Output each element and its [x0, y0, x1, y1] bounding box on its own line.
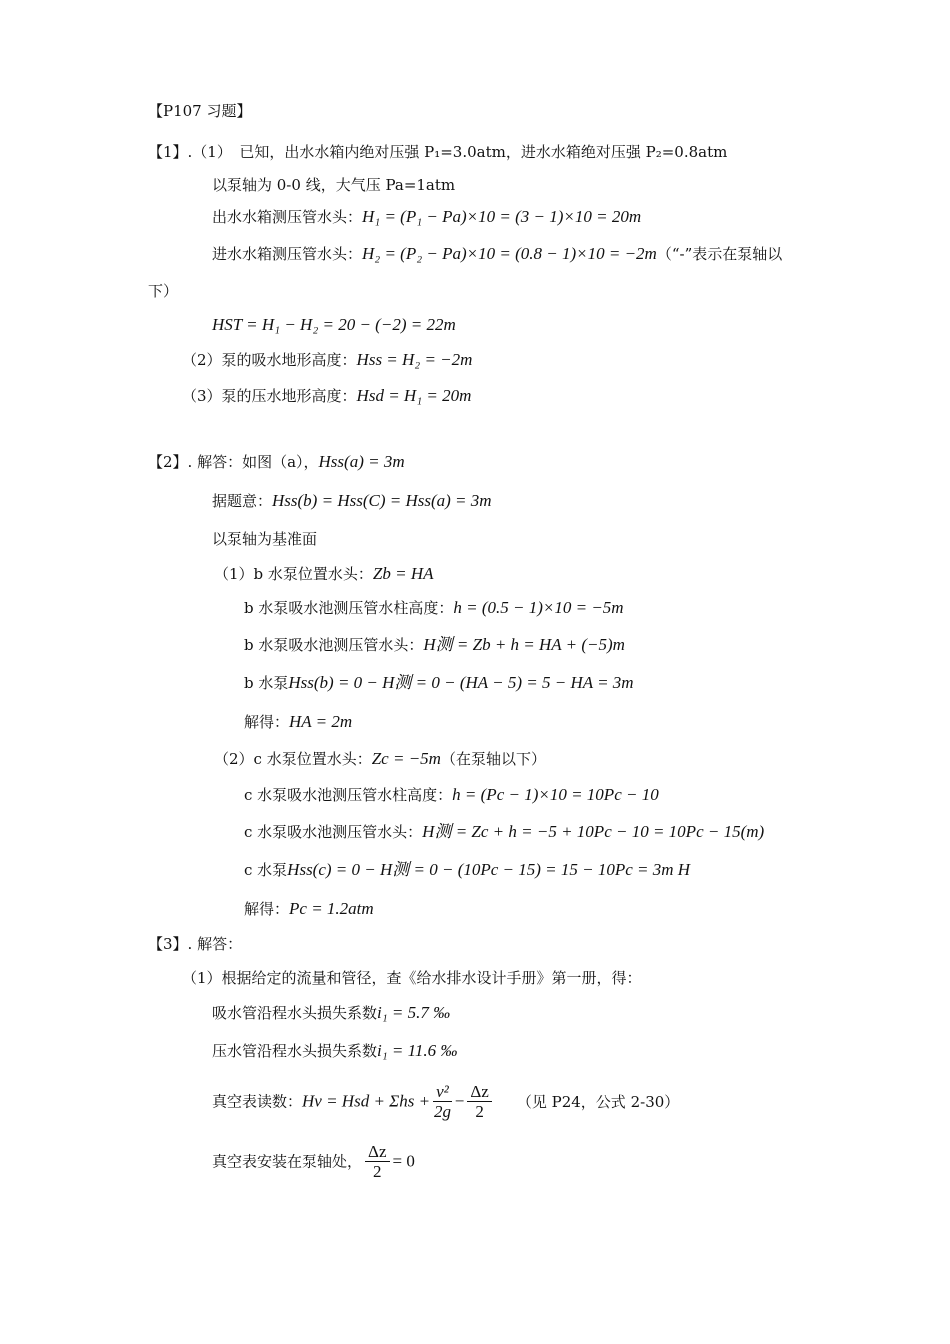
p2-c-position-note: （在泵轴以下）: [440, 750, 546, 768]
p2-line8: [244, 712, 352, 732]
p1-suction-label: （2）泵的吸水地形高度：: [182, 351, 357, 369]
p2-b-head-label: b 水泵吸水池测压管水头：: [244, 636, 424, 654]
p2-hss-a: Hss(a) = 3m: [318, 452, 405, 471]
p2-c-column-formula: h = (Pc − 1)×10 = 10Pc − 10: [452, 785, 659, 804]
p2-b-column-label: b 水泵吸水池测压管水柱高度：: [244, 599, 454, 617]
p2-b-column-formula: h = (0.5 − 1)×10 = −5m: [453, 598, 624, 617]
p3-gauge-den: 2: [373, 1162, 382, 1181]
p2-b-head-formula: H测 = Zb + h = HA + (−5)m: [423, 635, 625, 654]
p3-velocity-num: v²: [433, 1082, 452, 1102]
p3-dz-num: Δz: [467, 1082, 491, 1102]
p3-dz-fraction: [467, 1082, 491, 1121]
p3-line5: [212, 1082, 679, 1121]
p1-discharge-label: （3）泵的压水地形高度：: [182, 387, 357, 405]
p3-intro: 【3】. 解答：: [148, 935, 243, 953]
p2-line6: [244, 635, 625, 655]
p1-note-cont: 下）: [148, 282, 179, 300]
p2-b-pump-formula: Hss(b) = 0 − H测 = 0 − (HA − 5) = 5 − HA = 3m: [288, 673, 634, 692]
p3-vacuum-note: （见 P24，公式 2-30）: [516, 1092, 680, 1111]
p1-outlet-label: 出水水箱测压管水头：: [212, 208, 363, 226]
p3-dz-den: 2: [475, 1102, 484, 1121]
p3-gauge-num: Δz: [365, 1142, 389, 1162]
p2-line4: [214, 564, 434, 584]
p3-line4: [212, 1041, 457, 1061]
p1-line3: [212, 207, 641, 227]
p1-hst-formula: HST = H₁ − H₂ = 20 − (−2) = 22m: [212, 315, 456, 334]
p2-c-head-formula: H测 = Zc + h = −5 + 10Pc − 10 = 10Pc − 15(m): [422, 822, 765, 841]
p3-minus: −: [454, 1091, 465, 1111]
p2-line5: [244, 598, 624, 618]
p1-line7: [182, 350, 472, 370]
p2-datum: 以泵轴为基准面: [212, 530, 318, 548]
p3-gauge-fraction: [365, 1142, 389, 1181]
p3-line3: [212, 1003, 450, 1023]
p3-discharge-coef-value: i₁ = 11.6 ‰: [377, 1041, 458, 1060]
p2-c-head-label: c 水泵吸水池测压管水头：: [244, 823, 423, 841]
p2-line10: [244, 785, 659, 805]
p1-outlet-formula: H₁ = (P₁ − Pa)×10 = (3 − 1)×10 = 20m: [362, 207, 642, 226]
p2-b-pump-label: b 水泵: [244, 674, 289, 692]
section-heading: [148, 101, 252, 121]
p3-velocity-den: 2g: [433, 1102, 451, 1121]
p2-intro: 【2】. 解答：如图（a），: [148, 453, 319, 471]
p2-c-position-formula: Zc = −5m: [371, 749, 441, 768]
p1-given: 【1】.（1） 已知，出水水箱内绝对压强 P₁=3.0atm，进水水箱绝对压强 P₂=0.8atm: [148, 143, 728, 161]
p3-line2: [182, 968, 642, 988]
p2-given-label: 据题意：: [212, 492, 273, 510]
p3-discharge-coef-label: 压水管沿程水头损失系数: [212, 1042, 378, 1060]
p3-gauge-label: 真空表安装在泵轴处，: [212, 1152, 363, 1171]
p1-line4: [212, 244, 782, 264]
p2-b-position-label: （1）b 水泵位置水头：: [214, 565, 373, 583]
p1-line2: [212, 175, 455, 195]
p1-line1: [148, 142, 727, 162]
p2-b-position-formula: Zb = HA: [372, 564, 434, 583]
p2-c-solve-label: 解得：: [244, 900, 290, 918]
p2-c-column-label: c 水泵吸水池测压管水柱高度：: [244, 786, 453, 804]
p2-c-position-label: （2）c 水泵位置水头：: [214, 750, 372, 768]
p3-suction-coef-label: 吸水管沿程水头损失系数: [212, 1004, 378, 1022]
p1-baseline: 以泵轴为 0-0 线，大气压 Pa=1atm: [212, 176, 456, 194]
p1-discharge-formula: Hsd = H₁ = 20m: [356, 386, 472, 405]
p1-line5: [148, 281, 178, 301]
p1-inlet-formula: H₂ = (P₂ − Pa)×10 = (0.8 − 1)×10 = −2m: [362, 244, 657, 263]
p3-line1: [148, 934, 242, 954]
p3-lookup: （1）根据给定的流量和管径，查《给水排水设计手册》第一册，得：: [182, 969, 642, 987]
p2-b-solve-label: 解得：: [244, 713, 290, 731]
p3-velocity-fraction: [433, 1082, 452, 1121]
heading-text: 【P107 习题】: [148, 102, 252, 120]
p3-line6: [212, 1142, 415, 1181]
p2-c-solve-formula: Pc = 1.2atm: [289, 899, 374, 918]
p2-line12: [244, 860, 690, 880]
p2-b-solve-formula: HA = 2m: [289, 712, 353, 731]
p2-c-pump-formula: Hss(c) = 0 − H测 = 0 − (10Pc − 15) = 15 − 10Pc = 3m H: [287, 860, 691, 879]
p2-line7: [244, 673, 634, 693]
p2-line11: [244, 822, 764, 842]
p2-line13: [244, 899, 374, 919]
p2-line9: [214, 749, 546, 769]
p1-line6: [212, 315, 456, 335]
p1-inlet-label: 进水水箱测压管水头：: [212, 245, 363, 263]
p1-suction-formula: Hss = H₂ = −2m: [356, 350, 473, 369]
p1-line8: [182, 386, 471, 406]
p3-gauge-zero: = 0: [392, 1151, 415, 1171]
p2-c-pump-label: c 水泵: [244, 861, 288, 879]
p3-suction-coef-value: i₁ = 5.7 ‰: [377, 1003, 451, 1022]
p2-line1: [148, 452, 405, 472]
p2-line2: [212, 491, 492, 511]
p3-vacuum-formula: Hv = Hsd + Σhs +: [302, 1091, 431, 1111]
p1-inlet-note: （“-”表示在泵轴以: [656, 245, 783, 263]
p2-line3: [212, 529, 317, 549]
p2-given-formula: Hss(b) = Hss(C) = Hss(a) = 3m: [272, 491, 492, 510]
p3-vacuum-label: 真空表读数：: [212, 1092, 303, 1111]
